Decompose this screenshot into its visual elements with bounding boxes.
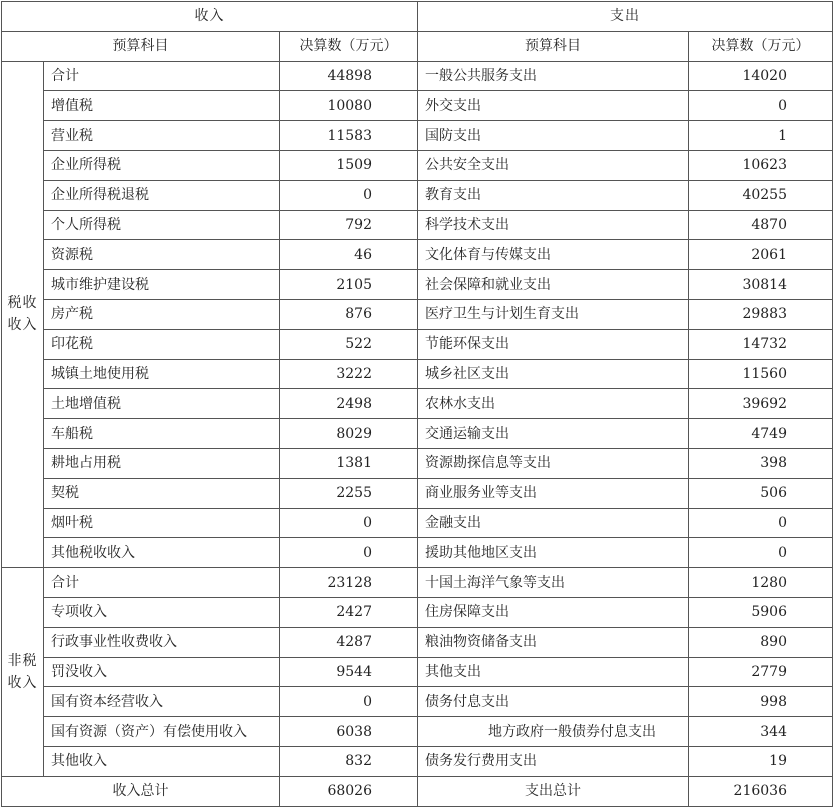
income-item-name: 个人所得税 (44, 210, 280, 240)
income-item-name: 资源税 (44, 240, 280, 270)
expense-item-value: 2779 (689, 657, 833, 687)
expense-item-name: 教育支出 (418, 180, 689, 210)
income-item-name: 烟叶税 (44, 508, 280, 538)
expense-item-value: 14020 (689, 61, 833, 91)
expense-item-value: 398 (689, 448, 833, 478)
table-row (2, 448, 833, 478)
category-label-line: 收入 (7, 674, 38, 691)
income-item-value: 0 (280, 538, 418, 568)
category-label-line: 非税 (7, 652, 38, 669)
table-row (2, 299, 833, 329)
expense-item-value: 29883 (689, 299, 833, 329)
income-item-value: 6038 (280, 717, 418, 747)
income-item-name: 车船税 (44, 419, 280, 449)
income-item-name: 合计 (44, 568, 280, 598)
income-item-value: 2255 (280, 478, 418, 508)
income-item-name: 印花税 (44, 329, 280, 359)
income-item-value: 10080 (280, 91, 418, 121)
expense-item-name: 国防支出 (418, 121, 689, 151)
expense-item-value: 4749 (689, 419, 833, 449)
table-row (2, 627, 833, 657)
income-item-value: 8029 (280, 419, 418, 449)
expense-item-value: 4870 (689, 210, 833, 240)
expense-item-value: 998 (689, 687, 833, 717)
expense-item-name: 商业服务业等支出 (418, 478, 689, 508)
expense-item-name: 医疗卫生与计划生育支出 (418, 299, 689, 329)
category-label-line: 收入 (7, 317, 38, 334)
expense-item-value: 890 (689, 627, 833, 657)
budget-final-accounts-table (1, 1, 833, 807)
income-total-label: 收入总计 (2, 776, 280, 806)
income-item-value: 11583 (280, 121, 418, 151)
expense-item-value: 30814 (689, 270, 833, 300)
income-item-value: 1509 (280, 150, 418, 180)
income-item-name: 国有资本经营收入 (44, 687, 280, 717)
income-item-name: 营业税 (44, 121, 280, 151)
income-amount-header: 决算数（万元） (280, 31, 418, 61)
expense-amount-header: 决算数（万元） (689, 31, 833, 61)
table-row (2, 210, 833, 240)
expense-item-name: 金融支出 (418, 508, 689, 538)
income-item-value: 522 (280, 329, 418, 359)
income-item-name: 企业所得税退税 (44, 180, 280, 210)
expense-item-name: 文化体育与传媒支出 (418, 240, 689, 270)
expense-item-value: 19 (689, 746, 833, 776)
income-item-value: 9544 (280, 657, 418, 687)
totals-row (2, 776, 833, 806)
income-item-value: 0 (280, 180, 418, 210)
expense-item-name: 科学技术支出 (418, 210, 689, 240)
expense-item-name: 交通运输支出 (418, 419, 689, 449)
income-item-value: 46 (280, 240, 418, 270)
income-item-value: 1381 (280, 448, 418, 478)
expense-item-value: 14732 (689, 329, 833, 359)
expense-total-value: 216036 (689, 776, 833, 806)
expense-item-value: 40255 (689, 180, 833, 210)
income-total-value: 68026 (280, 776, 418, 806)
expense-item-name: 债务发行费用支出 (418, 746, 689, 776)
table-row (2, 597, 833, 627)
income-item-name: 其他收入 (44, 746, 280, 776)
expense-item-value: 1 (689, 121, 833, 151)
table-row (2, 180, 833, 210)
expense-item-value: 0 (689, 538, 833, 568)
expense-item-value: 0 (689, 91, 833, 121)
income-item-value: 4287 (280, 627, 418, 657)
table-row (2, 538, 833, 568)
table-row (2, 508, 833, 538)
income-item-value: 2498 (280, 389, 418, 419)
income-subject-header: 预算科目 (2, 31, 280, 61)
expense-item-name: 外交支出 (418, 91, 689, 121)
income-item-name: 罚没收入 (44, 657, 280, 687)
income-item-name: 房产税 (44, 299, 280, 329)
income-item-name: 土地增值税 (44, 389, 280, 419)
expense-item-name: 债务付息支出 (418, 687, 689, 717)
expense-item-name: 一般公共服务支出 (418, 61, 689, 91)
income-item-value: 792 (280, 210, 418, 240)
expense-item-name: 农林水支出 (418, 389, 689, 419)
expense-item-value: 39692 (689, 389, 833, 419)
income-item-name: 国有资源（资产）有偿使用收入 (44, 717, 280, 747)
income-item-name: 行政事业性收费收入 (44, 627, 280, 657)
table-row (2, 329, 833, 359)
income-item-value: 2427 (280, 597, 418, 627)
income-item-value: 0 (280, 687, 418, 717)
income-item-name: 城市维护建设税 (44, 270, 280, 300)
expense-section-header: 支出 (418, 2, 833, 32)
income-item-name: 耕地占用税 (44, 448, 280, 478)
table-row (2, 61, 833, 91)
expense-item-value: 11560 (689, 359, 833, 389)
table-row (2, 746, 833, 776)
table-row (2, 419, 833, 449)
expense-item-name: 援助其他地区支出 (418, 538, 689, 568)
expense-item-value: 1280 (689, 568, 833, 598)
expense-item-value: 506 (689, 478, 833, 508)
income-item-value: 2105 (280, 270, 418, 300)
column-header-row (2, 31, 833, 61)
income-item-value: 832 (280, 746, 418, 776)
category-label-line: 税收 (7, 295, 38, 312)
income-item-name: 城镇土地使用税 (44, 359, 280, 389)
income-item-name: 专项收入 (44, 597, 280, 627)
expense-item-name: 公共安全支出 (418, 150, 689, 180)
income-item-value: 0 (280, 508, 418, 538)
table-row (2, 240, 833, 270)
income-item-value: 23128 (280, 568, 418, 598)
table-row (2, 389, 833, 419)
expense-item-value: 0 (689, 508, 833, 538)
table-row (2, 478, 833, 508)
table-row (2, 359, 833, 389)
expense-item-name: 十国土海洋气象等支出 (418, 568, 689, 598)
tax-revenue-category (2, 61, 44, 568)
table-row (2, 121, 833, 151)
table-row (2, 568, 833, 598)
expense-item-name: 住房保障支出 (418, 597, 689, 627)
expense-item-value: 10623 (689, 150, 833, 180)
income-item-value: 876 (280, 299, 418, 329)
table-row (2, 717, 833, 747)
table-row (2, 91, 833, 121)
income-item-value: 44898 (280, 61, 418, 91)
expense-item-name: 节能环保支出 (418, 329, 689, 359)
nontax-revenue-category (2, 568, 44, 777)
table-row (2, 270, 833, 300)
income-item-name: 合计 (44, 61, 280, 91)
income-section-header: 收入 (2, 2, 418, 32)
expense-subject-header: 预算科目 (418, 31, 689, 61)
expense-item-value: 2061 (689, 240, 833, 270)
expense-item-name: 粮油物资储备支出 (418, 627, 689, 657)
expense-item-value: 344 (689, 717, 833, 747)
income-item-name: 企业所得税 (44, 150, 280, 180)
expense-item-name: 资源勘探信息等支出 (418, 448, 689, 478)
table-row (2, 687, 833, 717)
expense-item-name: 城乡社区支出 (418, 359, 689, 389)
income-item-value: 3222 (280, 359, 418, 389)
income-item-name: 契税 (44, 478, 280, 508)
income-item-name: 增值税 (44, 91, 280, 121)
table-row (2, 657, 833, 687)
income-item-name: 其他税收收入 (44, 538, 280, 568)
expense-total-label: 支出总计 (418, 776, 689, 806)
table-row (2, 150, 833, 180)
expense-item-value: 5906 (689, 597, 833, 627)
section-header-row (2, 2, 833, 32)
expense-item-name: 其他支出 (418, 657, 689, 687)
expense-item-name: 社会保障和就业支出 (418, 270, 689, 300)
expense-subitem-name: 地方政府一般债券付息支出 (418, 717, 689, 747)
